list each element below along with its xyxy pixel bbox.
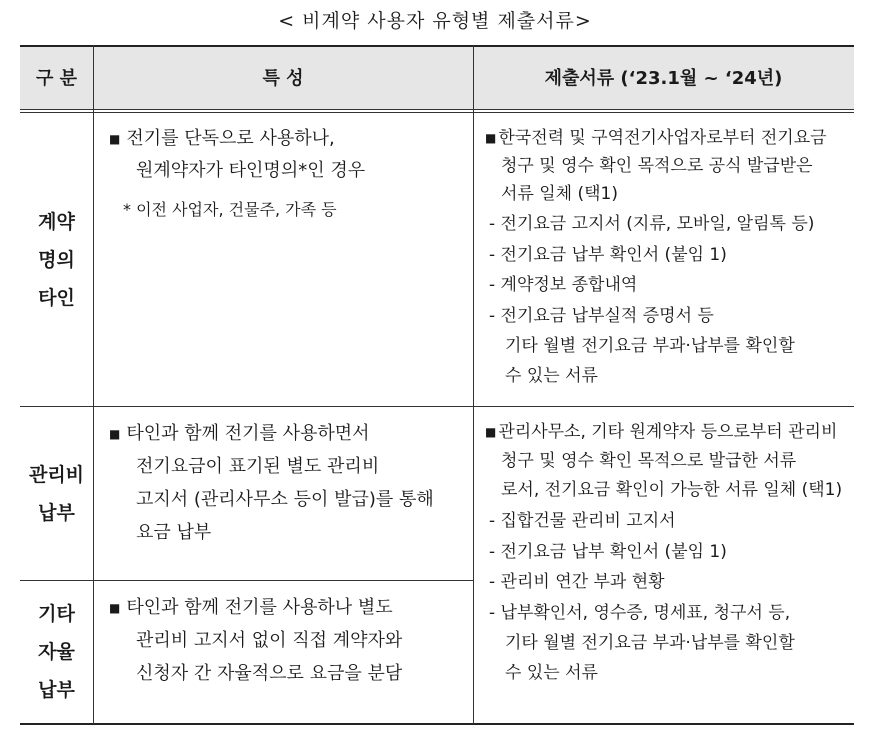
feature-line: 요금 납부 xyxy=(136,522,212,543)
document-item-cont: 수 있는 서류 xyxy=(505,366,598,386)
square-bullet-icon: ■ xyxy=(485,131,497,145)
feature-line: 관리비 고지서 없이 직접 계약자와 xyxy=(136,630,403,651)
row-label-line: 타인 xyxy=(38,286,75,309)
header-documents: 제출서류 (‘23.1월 ~ ‘24년) xyxy=(473,45,854,109)
document-line: 서류 일체 (택1) xyxy=(501,184,618,204)
row-label-line: 기타 xyxy=(38,603,75,625)
document-item: - 납부확인서, 영수증, 명세표, 청구서 등, xyxy=(489,603,791,623)
feature-line: ■ 타인과 함께 전기를 사용하나 별도 xyxy=(109,597,393,618)
header-border xyxy=(20,109,854,110)
square-bullet-icon: ■ xyxy=(109,132,121,146)
documents-shared xyxy=(473,407,854,723)
features-contract-name xyxy=(93,113,473,406)
document-item: - 전기요금 고지서 (지류, 모바일, 알림톡 등) xyxy=(489,214,815,234)
row-label-other xyxy=(20,581,93,723)
document-line: 로서, 전기요금 확인이 가능한 서류 일체 (택1) xyxy=(501,480,843,500)
document-item: - 계약정보 종합내역 xyxy=(489,275,638,295)
document-item: - 집합건물 관리비 고지서 xyxy=(489,511,676,531)
table-bottom-border xyxy=(20,723,854,725)
row-label-line: 계약 xyxy=(38,210,75,233)
document-item: - 전기요금 납부실적 증명서 등 xyxy=(489,306,714,326)
features-mgmt-fee xyxy=(93,407,473,580)
document-item: - 전기요금 납부 확인서 (붙임 1) xyxy=(489,245,727,265)
feature-line: 전기요금이 표기된 별도 관리비 xyxy=(136,456,380,477)
table-caption: < 비계약 사용자 유형별 제출서류> xyxy=(278,10,592,32)
document-line: ■ 한국전력 및 구역전기사업자로부터 전기요금 xyxy=(485,128,827,148)
row-label-line: 자율 xyxy=(38,641,75,663)
feature-line: ■ 타인과 함께 전기를 사용하면서 xyxy=(109,423,370,444)
square-bullet-icon: ■ xyxy=(109,427,121,441)
document-item-cont: 기타 월별 전기요금 부과·납부를 확인할 xyxy=(505,336,795,356)
feature-line: 고지서 (관리사무소 등이 발급)를 통해 xyxy=(136,489,434,510)
row-label-line: 관리비 xyxy=(28,463,85,486)
document-item-cont: 수 있는 서류 xyxy=(505,663,598,683)
square-bullet-icon: ■ xyxy=(485,425,497,439)
row-label-line: 납부 xyxy=(38,501,75,524)
document-item-cont: 기타 월별 전기요금 부과·납부를 확인할 xyxy=(505,633,795,653)
square-bullet-icon: ■ xyxy=(109,601,121,615)
feature-line: 신청자 간 자율적으로 요금을 분담 xyxy=(136,663,403,684)
table-top-border xyxy=(20,45,854,47)
row-label-mgmt-fee xyxy=(20,407,93,580)
features-other xyxy=(93,581,473,723)
document-line: ■ 관리사무소, 기타 원계약자 등으로부터 관리비 xyxy=(485,422,838,442)
feature-note: * 이전 사업자, 건물주, 가족 등 xyxy=(123,200,337,219)
header-features: 특 성 xyxy=(93,45,473,109)
header-category: 구 분 xyxy=(20,45,93,109)
row-label-contract-name xyxy=(20,113,93,406)
document-line: 청구 및 영수 확인 목적으로 공식 발급받은 xyxy=(501,156,813,176)
row-label-line: 명의 xyxy=(38,248,75,271)
document-item: - 전기요금 납부 확인서 (붙임 1) xyxy=(489,542,727,562)
document-line: 청구 및 영수 확인 목적으로 발급한 서류 xyxy=(501,451,797,471)
row-label-line: 납부 xyxy=(38,679,75,701)
feature-line: 원계약자가 타인명의*인 경우 xyxy=(136,160,366,181)
documents-table xyxy=(20,45,854,724)
document-item: - 관리비 연간 부과 현황 xyxy=(489,572,665,592)
feature-line: ■ 전기를 단독으로 사용하나, xyxy=(109,128,335,149)
documents-contract-name xyxy=(473,113,854,406)
